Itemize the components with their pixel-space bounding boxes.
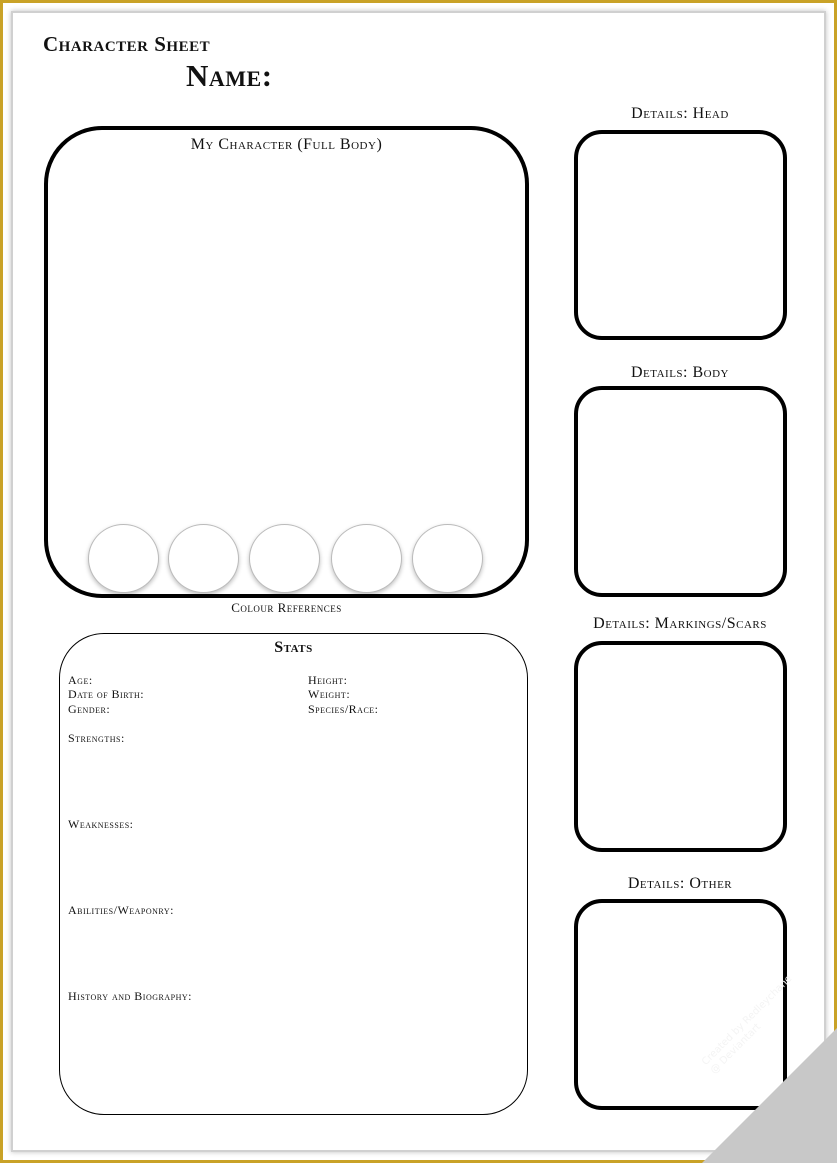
field-gender: Gender:: [68, 702, 111, 716]
details-other-label: Details: Other: [627, 875, 733, 892]
field-weaknesses: Weaknesses:: [68, 817, 134, 831]
colour-swatch[interactable]: [249, 524, 320, 593]
details-head-box[interactable]: [574, 130, 787, 340]
details-body-box[interactable]: [574, 386, 787, 597]
colour-swatch[interactable]: [88, 524, 159, 593]
details-body-label: Details: Body: [630, 364, 729, 381]
stats-panel: [59, 633, 528, 1115]
colour-references-label: Colour References: [231, 600, 342, 615]
full-body-label: My Character (Full Body): [190, 136, 383, 153]
field-date-of-birth: Date of Birth:: [68, 687, 145, 701]
field-history-biography: History and Biography:: [68, 989, 192, 1003]
watermark-text: Created by Redleychane @ Deviantart: [700, 973, 795, 1077]
field-height: Height:: [308, 673, 348, 687]
details-head-label: Details: Head: [631, 105, 729, 122]
stats-title: Stats: [274, 639, 313, 656]
field-weight: Weight:: [308, 687, 351, 701]
colour-swatch[interactable]: [412, 524, 483, 593]
sheet-title: Character Sheet: [43, 32, 211, 56]
field-species-race: Species/Race:: [308, 702, 379, 716]
name-label: Name:: [186, 58, 273, 93]
colour-swatch[interactable]: [168, 524, 239, 593]
field-strengths: Strengths:: [68, 731, 125, 745]
field-abilities-weaponry: Abilities/Weaponry:: [68, 903, 174, 917]
field-age: Age:: [68, 673, 93, 687]
details-markings-box[interactable]: [574, 641, 787, 852]
colour-swatch[interactable]: [331, 524, 402, 593]
details-markings-label: Details: Markings/Scars: [593, 615, 767, 632]
